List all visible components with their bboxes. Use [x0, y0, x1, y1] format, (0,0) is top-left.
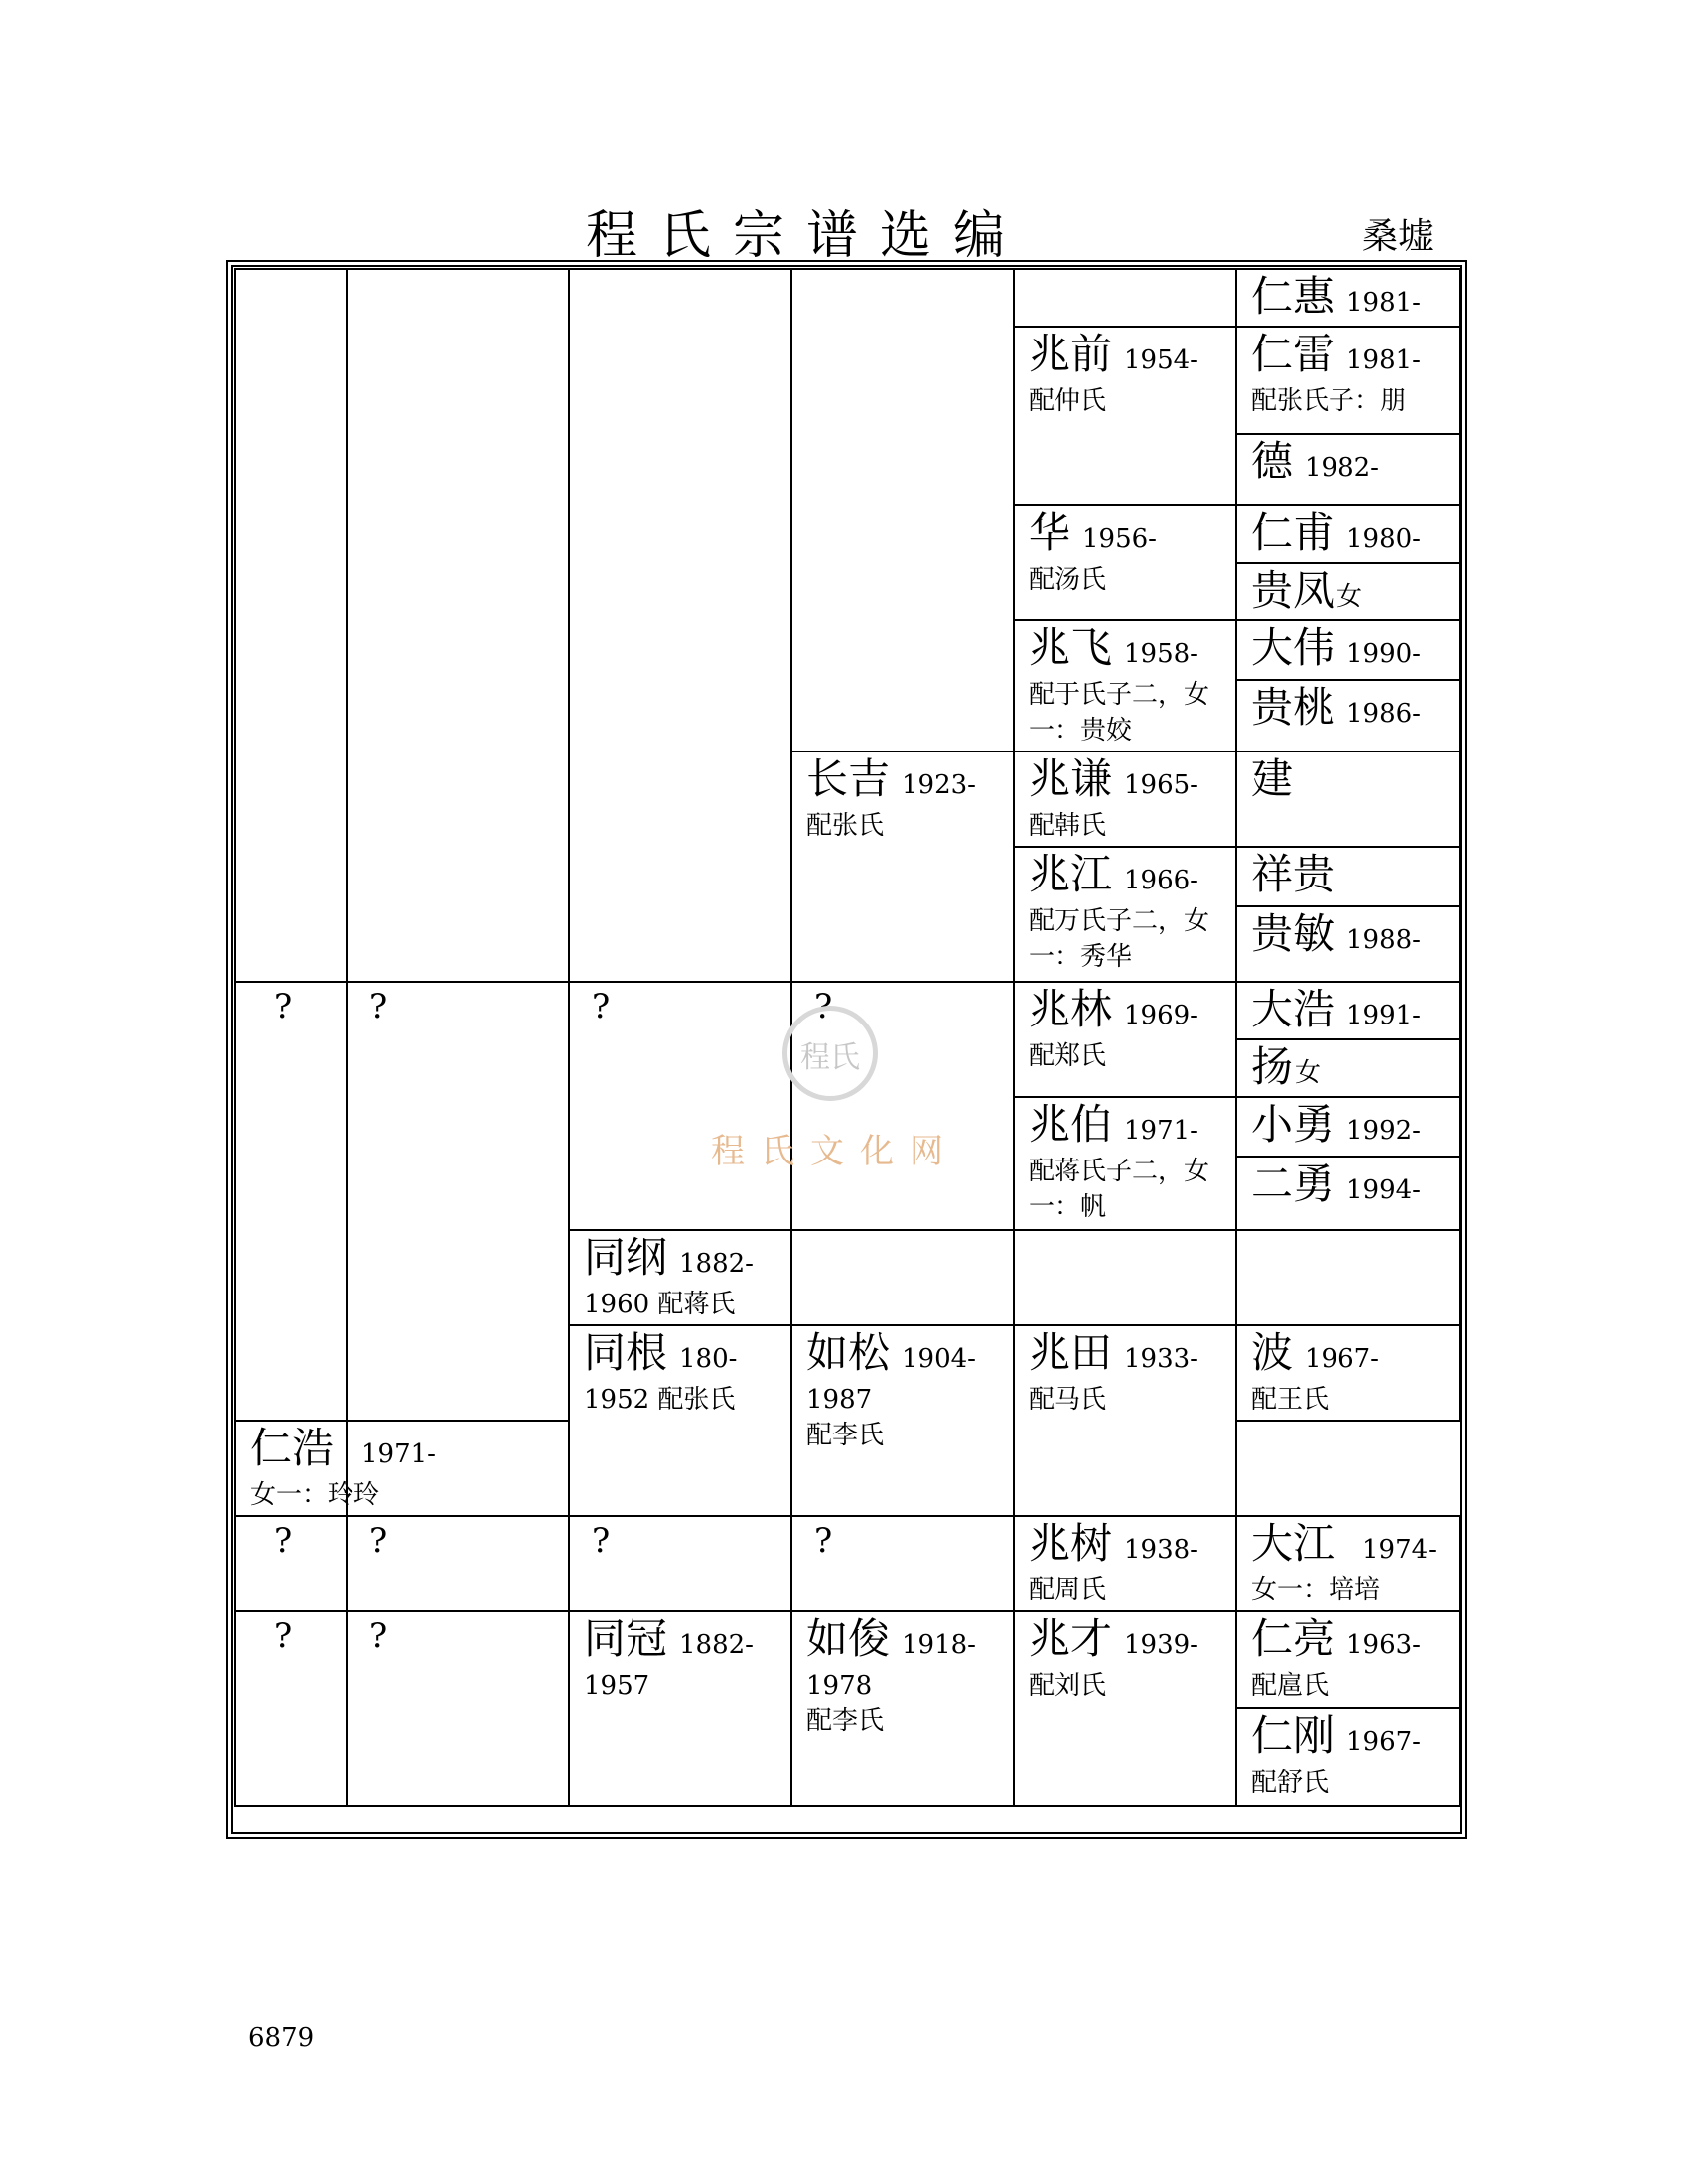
- unknown-ancestor: ?: [347, 982, 569, 1421]
- person-note: 配于氏子二，女: [1029, 680, 1210, 710]
- person-entry: [1236, 680, 1460, 751]
- person-note: 配周氏: [1029, 1575, 1107, 1605]
- generation-cell: [1014, 269, 1236, 327]
- person-years: 1986-: [1346, 699, 1421, 729]
- person-years: 1939-: [1124, 1630, 1198, 1660]
- person-note: 配舒氏: [1251, 1768, 1330, 1798]
- unknown-ancestor: ?: [235, 982, 347, 1421]
- person-note: 女一：玲玲: [250, 1480, 380, 1510]
- person-name: 兆才: [1029, 1614, 1113, 1663]
- person-years: 1974-: [1362, 1535, 1437, 1565]
- person-name: 大伟: [1251, 623, 1336, 672]
- person-name: 兆伯: [1029, 1100, 1113, 1149]
- generation-cell: [1014, 1230, 1236, 1325]
- generation-cell: [569, 269, 791, 982]
- generation-cell: [1236, 1230, 1460, 1325]
- person-note: 配李氏: [806, 1421, 885, 1450]
- watermark-text: 程氏文化网: [711, 1132, 959, 1171]
- person-entry: [1236, 847, 1460, 906]
- person-note: 配张氏: [806, 811, 885, 841]
- person-entry: [1014, 751, 1236, 847]
- generation-cell: [791, 1230, 1014, 1325]
- person-entry: [235, 1421, 436, 1516]
- person-years: 1882-: [679, 1630, 754, 1660]
- person-entry: [1014, 982, 1236, 1097]
- person-note: 配蒋氏子二，女: [1029, 1157, 1210, 1186]
- person-name: 仁甫: [1251, 508, 1336, 557]
- person-name: 兆谦: [1029, 754, 1113, 803]
- person-years: 1966-: [1124, 866, 1198, 895]
- person-name: 同根: [584, 1328, 668, 1377]
- person-note: 配刘氏: [1029, 1671, 1107, 1701]
- person-note: 1952 配张氏: [584, 1385, 736, 1415]
- person-name: 仁雷: [1251, 330, 1336, 378]
- person-entry: [569, 1325, 791, 1516]
- person-name: 华: [1029, 508, 1071, 557]
- person-years: 1990-: [1346, 639, 1421, 669]
- person-years: 1992-: [1346, 1116, 1421, 1146]
- person-note: 一：秀华: [1029, 942, 1133, 972]
- person-entry: [1236, 505, 1460, 563]
- person-name: 同冠: [584, 1614, 668, 1663]
- person-entry: [1236, 1516, 1460, 1611]
- person-name: 祥贵: [1251, 850, 1336, 898]
- person-entry: [1014, 847, 1236, 982]
- person-years: 1967-: [1346, 1727, 1421, 1757]
- person-name: 波: [1251, 1328, 1294, 1377]
- person-years: 180-: [679, 1344, 738, 1374]
- person-name: 兆树: [1029, 1519, 1113, 1568]
- unknown-ancestor: ?: [347, 1611, 569, 1806]
- person-years: 1971-: [1124, 1116, 1198, 1146]
- person-years: 1938-: [1124, 1535, 1198, 1565]
- person-entry: [1236, 906, 1460, 982]
- person-note: 配李氏: [806, 1706, 885, 1736]
- generation-cell: [347, 269, 569, 982]
- person-name: 仁惠: [1251, 272, 1336, 321]
- person-entry: [1236, 269, 1460, 327]
- person-note: 1957: [584, 1671, 650, 1701]
- person-note: 配王氏: [1251, 1385, 1330, 1415]
- person-name: 贵敏: [1251, 909, 1336, 958]
- person-years: 1991-: [1346, 1001, 1421, 1030]
- person-years: 1954-: [1124, 345, 1198, 375]
- person-entry: [569, 1611, 791, 1806]
- person-entry: [1014, 620, 1236, 751]
- person-years: 1923-: [902, 770, 976, 800]
- person-years: 1994-: [1346, 1175, 1421, 1205]
- person-years: 1958-: [1124, 639, 1198, 669]
- unknown-ancestor: ?: [347, 1516, 569, 1611]
- person-entry: [791, 751, 1014, 982]
- person-name: 建: [1251, 754, 1294, 803]
- person-entry: [1236, 327, 1460, 434]
- person-gender: 女: [1295, 1058, 1322, 1088]
- person-entry: [1236, 1708, 1460, 1806]
- unknown-ancestor: ?: [235, 1611, 347, 1806]
- person-name: 扬: [1251, 1042, 1294, 1091]
- person-years: 1981-: [1346, 345, 1421, 375]
- person-entry: [1014, 327, 1236, 505]
- person-note: 配韩氏: [1029, 811, 1107, 841]
- person-years: 1904-: [902, 1344, 976, 1374]
- person-name: 长吉: [806, 754, 891, 803]
- person-name: 贵凤: [1251, 566, 1336, 614]
- generation-cell: [791, 269, 1014, 751]
- person-name: 兆飞: [1029, 623, 1113, 672]
- page-subtitle: 桑墟: [1362, 216, 1435, 257]
- generation-cell: [235, 269, 347, 982]
- person-note: 配扈氏: [1251, 1671, 1330, 1701]
- person-years: 1982-: [1305, 453, 1379, 482]
- person-years: 1969-: [1124, 1001, 1198, 1030]
- person-years: 1956-: [1082, 524, 1157, 554]
- page-title: 程氏宗谱选编: [586, 206, 1028, 266]
- person-entry: [1236, 620, 1460, 680]
- page-number: 6879: [248, 2023, 315, 2053]
- person-note: 一：贵姣: [1029, 716, 1133, 746]
- person-entry: [1236, 1325, 1460, 1421]
- person-name: 仁浩: [250, 1424, 335, 1472]
- person-entry: [1014, 1611, 1236, 1806]
- person-years: 1980-: [1346, 524, 1421, 554]
- person-entry: [1236, 1611, 1460, 1708]
- person-years: 1967-: [1305, 1344, 1379, 1374]
- person-name: 小勇: [1251, 1100, 1336, 1149]
- person-note: 配万氏子二，女: [1029, 906, 1210, 936]
- person-note: 配郑氏: [1029, 1041, 1107, 1071]
- person-entry: [1014, 1325, 1236, 1516]
- person-note: 配汤氏: [1029, 565, 1107, 595]
- person-name: 仁亮: [1251, 1614, 1336, 1663]
- person-entry: [1236, 434, 1460, 505]
- person-note: 配马氏: [1029, 1385, 1107, 1415]
- person-note: 1978: [806, 1671, 873, 1701]
- person-gender: 女: [1336, 582, 1363, 612]
- person-name: 大江: [1251, 1519, 1336, 1568]
- person-entry: [1014, 505, 1236, 620]
- person-note: 1960 配蒋氏: [584, 1290, 736, 1319]
- person-entry: [791, 1611, 1014, 1806]
- person-entry: [569, 1230, 791, 1325]
- person-name: 兆江: [1029, 850, 1113, 898]
- person-name: 大浩: [1251, 985, 1336, 1033]
- person-name: 兆前: [1029, 330, 1113, 378]
- person-note: 1987: [806, 1385, 873, 1415]
- person-years: 1918-: [902, 1630, 976, 1660]
- person-entry: [1236, 982, 1460, 1039]
- person-entry: [1236, 1157, 1460, 1230]
- person-years: 1933-: [1124, 1344, 1198, 1374]
- person-entry: [791, 1325, 1014, 1516]
- person-note: 一：帆: [1029, 1192, 1107, 1222]
- person-note: 配张氏子：朋: [1251, 386, 1407, 416]
- unknown-ancestor: ?: [791, 1516, 1014, 1611]
- person-years: 1965-: [1124, 770, 1198, 800]
- person-years: 1963-: [1346, 1630, 1421, 1660]
- person-years: 1971-: [361, 1439, 436, 1469]
- person-entry: [1236, 1039, 1460, 1097]
- person-years: 1981-: [1346, 288, 1421, 318]
- person-entry: [1236, 751, 1460, 847]
- person-name: 如松: [806, 1328, 891, 1377]
- person-years: 1988-: [1346, 925, 1421, 955]
- person-name: 二勇: [1251, 1160, 1336, 1208]
- watermark-seal: 程氏: [782, 1006, 878, 1101]
- person-entry: [1236, 1097, 1460, 1157]
- person-entry: [1014, 1516, 1236, 1611]
- person-name: 同纲: [584, 1233, 668, 1282]
- person-entry: [1014, 1097, 1236, 1230]
- person-name: 兆田: [1029, 1328, 1113, 1377]
- unknown-ancestor: ?: [569, 1516, 791, 1611]
- person-note: 女一：培培: [1251, 1575, 1381, 1605]
- person-name: 如俊: [806, 1614, 891, 1663]
- person-name: 兆林: [1029, 985, 1113, 1033]
- unknown-ancestor: ?: [235, 1516, 347, 1611]
- person-name: 仁刚: [1251, 1711, 1336, 1760]
- unknown-ancestor: ?: [569, 982, 791, 1230]
- person-years: 1882-: [679, 1249, 754, 1279]
- person-entry: [1236, 563, 1460, 620]
- person-note: 配仲氏: [1029, 386, 1107, 416]
- person-name: 贵桃: [1251, 683, 1336, 732]
- person-name: 德: [1251, 437, 1294, 485]
- unknown-ancestor: ?: [791, 982, 1014, 1230]
